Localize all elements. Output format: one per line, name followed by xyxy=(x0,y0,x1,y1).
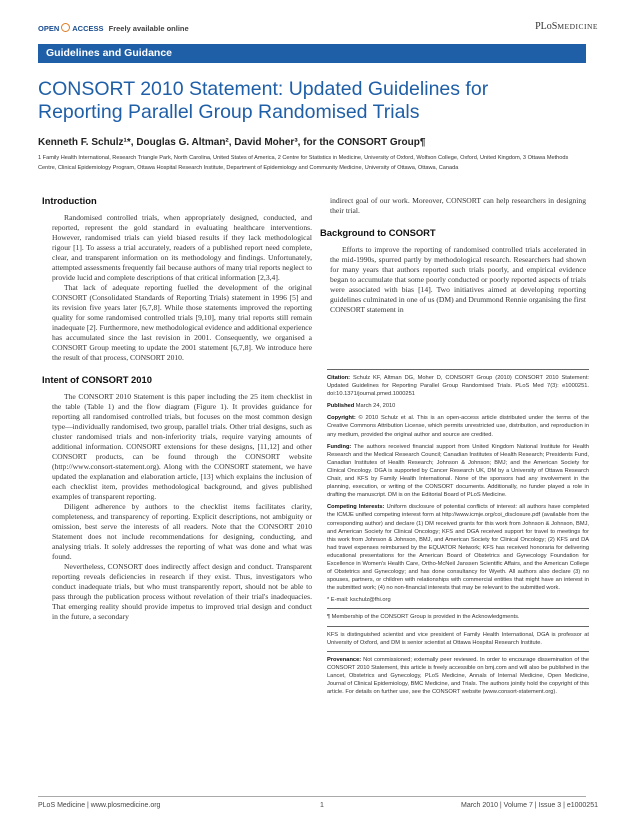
footer-issue: March 2010 | Volume 7 | Issue 3 | e1000251 xyxy=(461,802,598,809)
section-banner xyxy=(38,44,586,63)
open-label: OPEN xyxy=(38,24,60,33)
column-left xyxy=(42,195,312,622)
journal-header xyxy=(38,21,598,37)
background-paragraph-1: Efforts to improve the reporting of randomised controlled trials accelerated in the mid-1990s, spurred partly by methodological research. Researchers had shown for many years that authors reported such trials poorly, and empirical evidence began to accumulate that some poorly conducted or poorly reported aspects of trials were associated with bias [14]. Two initiatives aimed at developing reporting guidelines culminated in one of us (DM) and Drummond Rennie organising the first CONSORT statement in xyxy=(330,245,586,314)
footer-journal: PLoS Medicine | www.plosmedicine.org xyxy=(38,802,161,809)
footer-rule xyxy=(38,796,586,797)
column-right xyxy=(320,196,586,315)
open-access-lock-icon xyxy=(61,23,70,32)
intent-paragraph-3: Nevertheless, CONSORT does indirectly affect design and conduct. Transparent reporting reveals deficiencies in research if they exist. Thus, investigators who conduct inadequate trials, but who must transparently report, should not be able to pass through the publication process without revelation of their trial's inadequacies. That emerging reality should provide impetus to improved trial design and conduct in the future, a secondary xyxy=(52,562,312,621)
intro-paragraph-2: That lack of adequate reporting fuelled the development of the original CONSORT (Consolidated Standards of Reporting Trials) statement in 1996 [5] and its revision five years later [6,7,8]. While those statements improved the reporting quality for some randomised controlled trials [9,10], many trial reports still remain inadequate [2]. Furthermore, new methodological evidence and additional experience has accumulated since the last revision in 2001. Consequently, we organised a CONSORT Group meeting to update the 2001 statement [6,7,8]. We introduce here the result of that process, CONSORT 2010. xyxy=(52,283,312,362)
article-title: CONSORT 2010 Statement: Updated Guidelines for Reporting Parallel Group Randomised Trials xyxy=(38,78,489,123)
freely-available-label: Freely available online xyxy=(108,24,189,33)
article-metadata xyxy=(327,365,589,700)
continued-paragraph: indirect goal of our work. Moreover, CONSORT can help researchers in designing their trial. xyxy=(330,196,586,215)
intent-heading: Intent of CONSORT 2010 xyxy=(42,374,152,385)
copyright: Copyright: © 2010 Schulz et al. This is an open-access article distributed under the terms of the Creative Commons Attribution License, which permits unrestricted use, distribution, and reproduction in any medium, provided the original author and source are credited. xyxy=(327,415,589,438)
page-number: 1 xyxy=(320,802,324,809)
provenance: Provenance: Not commissioned; externally peer reviewed. In order to encourage dissemination of the CONSORT 2010 Statement, this article is freely accessible on bmj.com and will also be published in the Lancet, Obstetrics and Gynecology, PLoS Medicine, Annals of Internal Medicine, Open Medicine, Journal of Clinical Epidemiology, BMC Medicine, and Trials. The authors jointly hold the copyright of this article. For details on further use, see the CONSORT website (www.consort-statement.org). xyxy=(327,656,589,696)
intent-paragraph-1: The CONSORT 2010 Statement is this paper including the 25 item checklist in the table (Table 1) and the flow diagram (Figure 1). It provides guidance for reporting all randomised controlled trials, but focuses on the most common design type—individually randomised, two group, parallel trials. Other trial designs, such as cluster randomised trials and non-inferiority trials, require varying amounts of additional information. CONSORT extensions for these designs, [11,12] and other CONSORT products, can be found through the CONSORT website (http://www.consort-statement.org). Along with the CONSORT statement, we have updated the explanation and elaboration article, [13] which explains the inclusion of each checklist item, provides methodological background, and gives published examples of transparent reporting. xyxy=(52,392,312,501)
funding: Funding: The authors received financial support from United Kingdom National Institute for Health Research and the Medical Research Council; Canadian Institutes of Health Research; Presidents Fund, Canadian Institutes of Health Research; Johnson & Johnson; BMJ; and the American Society for Clinical Oncology. DGA is supported by Cancer Research UK, DM by a University of Ottawa Research Chair, and KFS by Family Health International. None of the sponsors had any involvement in the planning, execution, or writing of the CONSORT documents. Additionally, no funder played a role in drafting the manuscript. DM is on the Editorial Board of PLoS Medicine. xyxy=(327,443,589,499)
intro-paragraph-1: Randomised controlled trials, when appropriately designed, conducted, and reported, represent the gold standard in evaluating healthcare interventions. However, randomised trials can yield biased results if they lack methodological rigour [1]. To assess a trial accurately, readers of a published report need complete, clear, and transparent information on its methodology and findings. Unfortunately, attempted assessments frequently fail because authors of many trial reports neglect to provide lucid and complete descriptions of that critical information [2,3,4]. xyxy=(52,213,312,282)
open-access-badge xyxy=(38,23,189,33)
affiliations: 1 Family Health International, Research Triangle Park, North Carolina, United States of America, 2 Centre for Statistics in Medicine, University of Oxford, Wolfson College, Oxford, United Kingdom, 3 Ottawa Methods Centre, Clinical Epidemiology Program, Ottawa Hospital Research Institute, Department of Epidemiology and Community Medicine, University of Ottawa, Ottawa, Canada xyxy=(38,155,569,171)
published: Published March 24, 2010 xyxy=(327,403,396,410)
membership-note: ¶ Membership of the CONSORT Group is provided in the Acknowledgments. xyxy=(327,614,520,621)
journal-logo: PLoSMEDICINE xyxy=(535,21,598,32)
email: * E-mail: kschulz@fhi.org xyxy=(327,597,391,604)
intent-paragraph-2: Diligent adherence by authors to the checklist items facilitates clarity, completeness, and transparency of reporting. Explicit descriptions, not ambiguity or omission, best serve the interests of all readers. Note that the CONSORT 2010 Statement does not include recommendations for designing, conducting, and analysing trials. It solely addresses the reporting of what was done and what was found. xyxy=(52,502,312,561)
section-label: Guidelines and Guidance xyxy=(46,47,173,59)
authors: Kenneth F. Schulz¹*, Douglas G. Altman², David Moher³, for the CONSORT Group¶ xyxy=(38,137,426,148)
access-label: ACCESS xyxy=(72,24,104,33)
author-roles: KFS is distinguished scientist and vice president of Family Health International, DGA is professor at University of Oxford, and DM is senior scientist at Ottawa Hospital Research Institute. xyxy=(327,631,589,646)
background-heading: Background to CONSORT xyxy=(320,227,436,238)
intro-heading: Introduction xyxy=(42,195,97,206)
citation: Citation: Schulz KF, Altman DG, Moher D, CONSORT Group (2010) CONSORT 2010 Statement: Updated Guidelines for Reporting Parallel Group Randomised Trials. PLoS Med 7(3): e1000251. doi:10.1371/journal.pmed.1000251 xyxy=(327,375,589,398)
competing-interests: Competing Interests: Uniform disclosure of potential conflicts of interest: all authors have completed the ICMJE unified competing interest form at http://www.icmje.org/coi_disclosure.pdf (available from the corresponding author) and declare (1) DM received grants for this work from Johnson & Johnson, BMJ, and American Society for Clinical Oncology; KFS and DGA received support for travel to meetings for this work from Johnson & Johnson, BMJ, and American Society for Clinical Oncology; (2) KFS and DA had travel expenses reimbursed by the EQUATOR Network; KFS has received honoraria for delivering educational presentations for the American Board of Obstetrics and Gynecology Foundation for Excellence in Women's Health Care, Ortho-McNeil Janssen Scientific Affairs, and the American College of Obstetrics and Gynecology; and has done consultancy for Wyeth. All authors also declare (3) no spouses, partners, or children with relationships with commercial entities that might have an interest in the submitted work; (4) no non-financial interests that may be relevant to the submitted work. xyxy=(327,504,589,592)
